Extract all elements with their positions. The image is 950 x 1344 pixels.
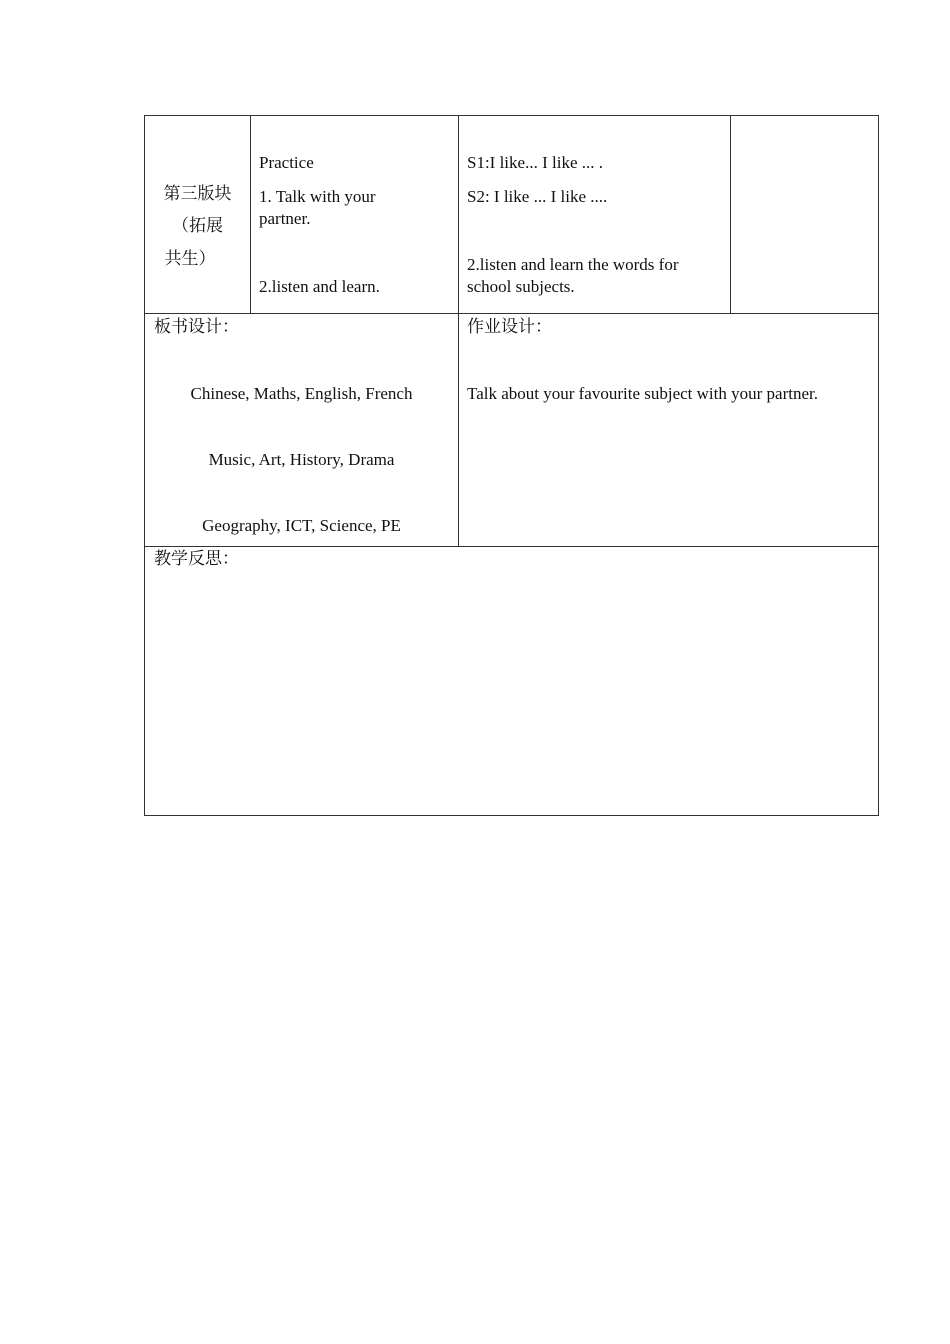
homework-label: 作业设计：: [467, 317, 552, 336]
section-label-line: 第三版块: [163, 184, 232, 203]
board-design-label: 板书设计：: [154, 317, 239, 336]
section-label-line: 共生）: [164, 249, 216, 268]
student-s1-line: S1:I like... I like ... .: [467, 153, 603, 172]
homework-text: Talk about your favourite subject with your partner.: [467, 384, 818, 403]
student-item-2-cont: school subjects.: [467, 277, 575, 296]
reflection-label: 教学反思：: [154, 549, 239, 568]
col-divider-3: [730, 116, 731, 313]
board-line: Music, Art, History, Drama: [208, 450, 395, 469]
board-line: Geography, ICT, Science, PE: [202, 516, 401, 535]
col-divider-1: [250, 116, 251, 313]
lesson-plan-table: [144, 115, 879, 816]
board-line: Chinese, Maths, English, French: [190, 384, 413, 403]
student-s2-line: S2: I like ... I like ....: [467, 187, 608, 206]
section-label-line: （拓展: [172, 216, 223, 235]
practice-heading: Practice: [259, 153, 314, 172]
teacher-item-1-cont: partner.: [259, 209, 311, 228]
row-divider-2: [145, 546, 878, 547]
col-divider-2: [458, 116, 459, 546]
teacher-item-1: 1. Talk with your: [259, 187, 376, 206]
student-item-2: 2.listen and learn the words for: [467, 255, 679, 274]
row-divider-1: [145, 313, 878, 314]
teacher-item-2: 2.listen and learn.: [259, 277, 380, 296]
